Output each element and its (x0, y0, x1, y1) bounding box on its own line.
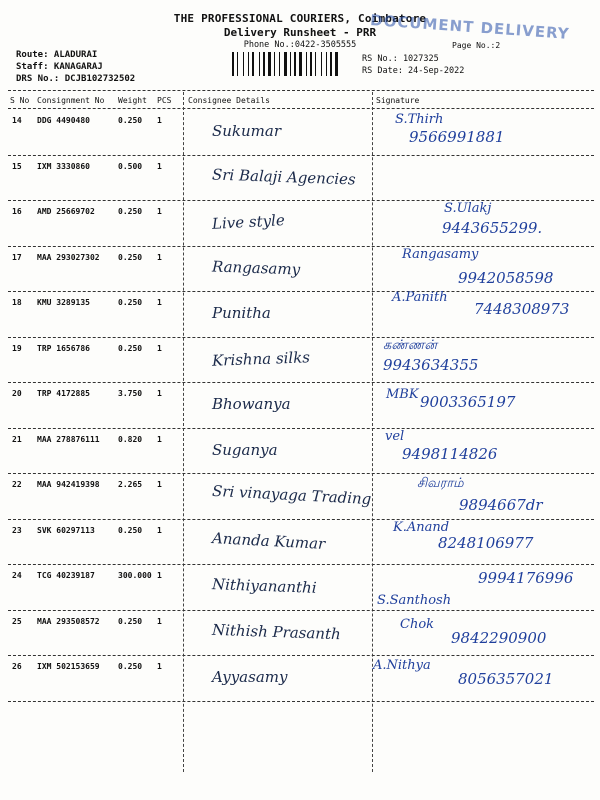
row-sno: 16 (12, 207, 22, 216)
row-signature-name: K.Anand (393, 519, 450, 535)
table-row (0, 520, 600, 564)
row-pcs: 1 (157, 343, 162, 353)
document-delivery-stamp: DOCUMENT DELIVERY (369, 11, 571, 43)
row-weight: 0.250 (118, 343, 143, 353)
row-weight: 300.000 (118, 571, 152, 580)
row-consignee-name: Punitha (212, 304, 271, 322)
table-row (0, 156, 600, 200)
barcode-bar (279, 52, 280, 76)
barcode-bar (315, 52, 316, 76)
row-consignee-name: Ananda Kumar (211, 528, 326, 553)
row-pcs: 1 (157, 662, 162, 671)
row-consignment-no: TRP 1656786 (37, 343, 90, 353)
table-row (0, 292, 600, 336)
row-sno: 26 (12, 662, 22, 671)
row-signature-name: S.Thirh (395, 112, 444, 127)
row-sno: 20 (12, 389, 22, 398)
row-signature-phone: 9498114826 (402, 444, 498, 463)
barcode-bar (310, 52, 312, 76)
row-consignee-name: Nithish Prasanth (211, 620, 342, 643)
row-pcs: 1 (157, 298, 162, 307)
table-row (0, 429, 600, 473)
row-sno: 24 (12, 571, 22, 580)
table-row (0, 383, 600, 427)
row-pcs: 1 (157, 116, 162, 125)
header-divider-bottom (8, 108, 594, 109)
row-divider (8, 701, 594, 702)
table-row (0, 474, 600, 518)
row-consignment-no: SVK 60297113 (37, 525, 95, 535)
row-signature-phone: 8248106977 (438, 533, 534, 552)
row-consignment-no: MAA 293027302 (37, 252, 100, 262)
column-header-sno: S No (10, 96, 30, 105)
rs-number: RS No.: 1027325 (362, 54, 439, 64)
table-row (0, 565, 600, 609)
row-sno: 21 (12, 434, 22, 444)
row-pcs: 1 (157, 434, 162, 444)
row-pcs: 1 (157, 480, 162, 489)
row-signature-name: கண்ணன் (383, 337, 438, 353)
row-weight: 0.250 (118, 662, 143, 671)
barcode-bar (284, 52, 287, 76)
row-consignee-name: Sukumar (212, 122, 282, 140)
row-weight: 3.750 (118, 389, 143, 398)
company-name: THE PROFESSIONAL COURIERS, Coimbatore (173, 12, 427, 25)
row-weight: 0.250 (118, 616, 143, 626)
row-weight: 0.250 (118, 525, 143, 535)
column-header-signature: Signature (376, 96, 420, 105)
barcode-bar (306, 52, 307, 76)
barcode-bar (268, 52, 271, 76)
table-row (0, 247, 600, 291)
row-consignee-name: Nithiyananthi (211, 575, 317, 597)
row-signature-name: Chok (400, 616, 435, 632)
row-signature-phone: 9566991881 (409, 128, 505, 146)
row-signature-name: S.Santhosh (377, 593, 452, 608)
row-sno: 17 (12, 252, 22, 262)
barcode-bar (321, 52, 322, 76)
row-sno: 15 (12, 161, 22, 171)
row-pcs: 1 (157, 525, 162, 535)
row-signature-phone: 9894667dr (459, 496, 543, 514)
route-info (16, 49, 135, 85)
row-consignment-no: MAA 278876111 (37, 434, 100, 444)
barcode-bar (290, 52, 291, 76)
header-divider-top (8, 90, 594, 91)
column-header-consignee: Consignee Details (188, 96, 270, 105)
barcode-bar (237, 52, 238, 76)
row-weight: 2.265 (118, 480, 143, 489)
row-consignee-name: Live style (211, 211, 286, 233)
row-weight: 0.250 (118, 116, 143, 125)
column-header-pcs: PCS (157, 96, 172, 105)
row-weight: 0.250 (118, 252, 143, 262)
row-consignment-no: IXM 3330860 (37, 161, 90, 171)
row-consignment-no: TRP 4172885 (37, 389, 90, 398)
barcode-bar (263, 52, 265, 76)
row-signature-name: Rangasamy (402, 246, 479, 262)
barcode-bar (335, 52, 338, 76)
row-weight: 0.250 (118, 207, 143, 216)
barcode-bar (326, 52, 327, 76)
row-consignee-name: Sri vinayaga Trading (211, 481, 372, 509)
row-pcs: 1 (157, 389, 162, 398)
staff-label: Staff: KANAGARAJ (16, 62, 103, 72)
row-consignment-no: AMD 25669702 (37, 207, 95, 216)
row-consignment-no: TCG 40239187 (37, 571, 95, 580)
barcode-bar (243, 52, 244, 76)
row-signature-phone: 8056357021 (458, 670, 554, 688)
table-row (0, 656, 600, 700)
table-row (0, 110, 600, 154)
row-sno: 18 (12, 298, 22, 307)
row-signature-name: MBK (386, 387, 419, 402)
row-consignee-name: Suganya (212, 440, 278, 459)
row-signature-name: S.Ulakj (444, 201, 492, 216)
row-signature-name: சிவராம் (417, 476, 464, 491)
row-sno: 19 (12, 343, 22, 353)
table-row (0, 338, 600, 382)
row-consignment-no: MAA 942419398 (37, 480, 100, 489)
row-pcs: 1 (157, 616, 162, 626)
row-weight: 0.250 (118, 298, 143, 307)
page-number: Page No.:2 (452, 41, 501, 50)
runsheet-title: Delivery Runsheet - PRR (223, 26, 377, 39)
drs-number: DRS No.: DCJB102732502 (16, 74, 136, 84)
row-signature-phone: 9443655299. (442, 219, 543, 237)
row-pcs: 1 (157, 161, 162, 171)
row-pcs: 1 (157, 252, 162, 262)
row-sno: 22 (12, 480, 22, 489)
barcode (232, 52, 354, 76)
column-header-consignment: Consignment No (37, 96, 105, 105)
row-signature-phone: 9943634355 (383, 355, 479, 374)
barcode-bar (294, 52, 296, 76)
barcode-bar (252, 52, 254, 76)
row-signature-phone: 9003365197 (420, 393, 516, 411)
row-consignment-no: IXM 502153659 (37, 662, 100, 671)
barcode-bar (299, 52, 302, 76)
barcode-bar (274, 52, 275, 76)
column-header-weight: Weight (118, 96, 147, 105)
route-label: Route: ALADURAI (16, 50, 98, 60)
row-signature-phone: 9842290900 (451, 628, 547, 647)
row-signature-name: vel (385, 428, 405, 444)
row-sno: 25 (12, 616, 22, 626)
table-row (0, 201, 600, 245)
row-consignment-no: DDG 4490480 (37, 116, 90, 125)
row-sno: 23 (12, 525, 22, 535)
row-consignee-name: Sri Balaji Agencies (211, 164, 356, 189)
rs-date: RS Date: 24-Sep-2022 (362, 66, 465, 76)
rs-info (362, 53, 464, 77)
row-signature-phone: 9942058598 (458, 268, 554, 287)
row-sno: 14 (12, 116, 22, 125)
row-weight: 0.500 (118, 161, 143, 171)
row-signature-name: A.Panith (392, 290, 448, 305)
barcode-bar (248, 52, 249, 76)
row-consignee-name: Krishna silks (211, 347, 311, 370)
row-consignee-name: Ayyasamy (212, 668, 288, 686)
barcode-bar (330, 52, 332, 76)
row-consignment-no: MAA 293508572 (37, 616, 100, 626)
barcode-bar (259, 52, 260, 76)
phone-number: Phone No.:0422-3505555 (243, 40, 357, 50)
row-signature-phone: 7448308973 (474, 300, 570, 318)
row-consignee-name: Bhowanya (212, 395, 291, 413)
row-pcs: 1 (157, 207, 162, 216)
row-weight: 0.820 (118, 434, 143, 444)
row-consignee-name: Rangasamy (211, 256, 301, 279)
row-consignment-no: KMU 3289135 (37, 298, 90, 307)
row-pcs: 1 (157, 571, 162, 580)
row-signature-name: A.Nithya (373, 658, 431, 673)
table-row (0, 611, 600, 655)
barcode-bar (232, 52, 234, 76)
row-signature-phone: 9994176996 (478, 569, 574, 587)
